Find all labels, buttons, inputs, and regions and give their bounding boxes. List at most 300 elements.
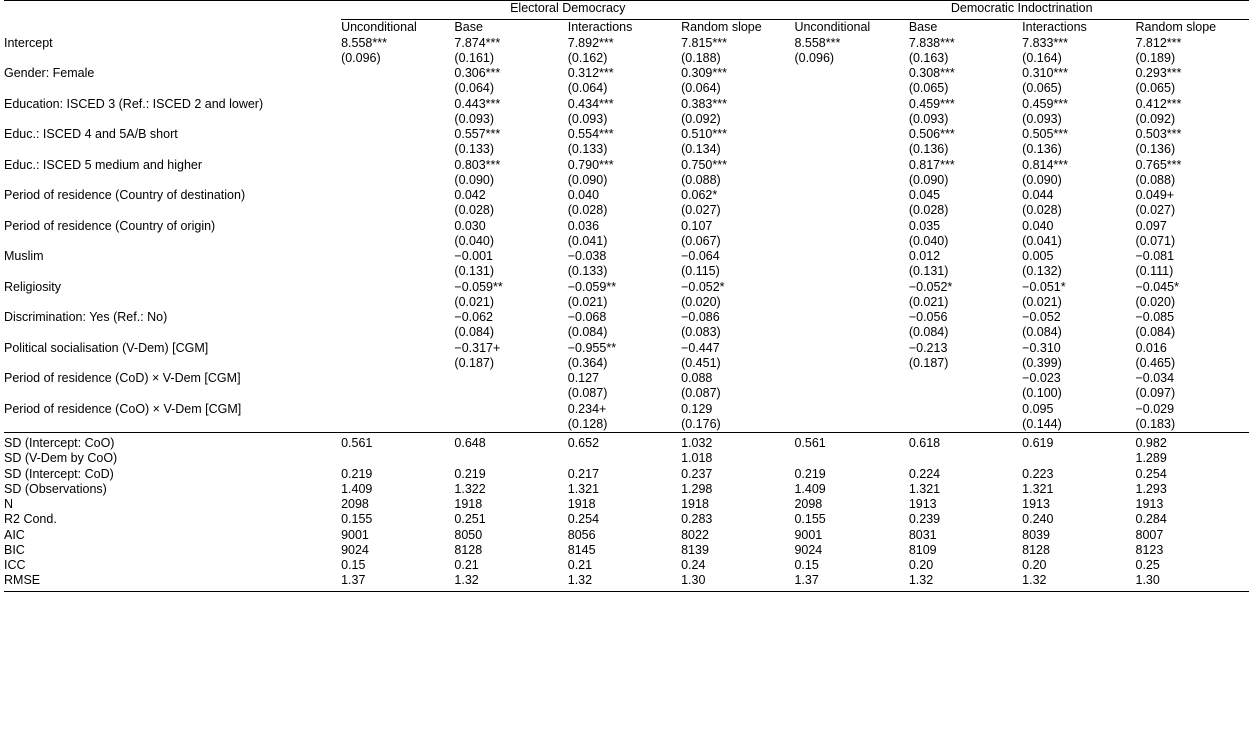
row-label: Period of residence (CoD) × V-Dem [CGM]: [4, 371, 241, 385]
table-stat-row: [4, 482, 1249, 497]
stat-label: SD (Intercept: CoO): [4, 433, 341, 452]
coefficient-cell: 8.558***: [341, 35, 387, 50]
standard-error-cell: [794, 295, 908, 310]
stat-value-cell: 0.240: [1022, 512, 1054, 527]
coefficient-cell: [794, 371, 908, 386]
standard-error-cell: (0.451): [681, 355, 721, 370]
coefficient-cell: 7.815***: [681, 35, 727, 50]
coefficient-cell: [794, 249, 908, 264]
coefficient-cell: [341, 280, 454, 295]
coefficient-cell: 0.088: [681, 371, 713, 385]
stat-value-cell: [454, 451, 567, 466]
standard-error-cell: (0.020): [681, 294, 721, 309]
standard-error-cell: (0.087): [567, 386, 608, 401]
standard-error-cell: (0.111): [1135, 264, 1174, 279]
standard-error-cell: (0.136): [908, 142, 949, 157]
coefficient-cell: 0.750***: [681, 157, 727, 172]
stat-value-cell: 9024: [341, 542, 369, 557]
table-row-se: [4, 295, 1249, 310]
row-label: Muslim: [4, 249, 44, 263]
coefficient-cell: 0.040: [1022, 218, 1054, 233]
stat-label: RMSE: [4, 573, 41, 588]
coefficient-cell: −0.023: [1022, 371, 1061, 385]
coefficient-cell: −0.213: [908, 340, 948, 355]
coefficient-cell: 8.558***: [794, 35, 841, 50]
stat-label: BIC: [4, 542, 25, 557]
standard-error-cell: [341, 234, 454, 249]
table-row-se: [4, 356, 1249, 371]
standard-error-cell: [454, 386, 567, 401]
standard-error-cell: (0.115): [681, 264, 720, 279]
coefficient-cell: [794, 127, 908, 142]
stat-value-cell: 0.155: [341, 512, 373, 527]
standard-error-cell: (0.064): [681, 81, 721, 96]
standard-error-cell: (0.021): [567, 294, 608, 309]
standard-error-cell: [341, 112, 454, 127]
standard-error-cell: [794, 173, 908, 188]
table-stat-row: [4, 497, 1249, 512]
standard-error-cell: (0.090): [1022, 172, 1062, 187]
standard-error-cell: (0.088): [681, 172, 721, 187]
coefficient-cell: 0.459***: [1022, 96, 1069, 111]
stat-label: N: [4, 497, 14, 511]
coefficient-cell: [341, 310, 454, 325]
row-label-se: [4, 234, 341, 249]
standard-error-cell: [341, 417, 454, 433]
coefficient-cell: 0.045: [908, 188, 941, 202]
bottom-rule-cell: [1022, 589, 1135, 592]
coefficient-cell: −0.052: [1022, 310, 1061, 324]
standard-error-cell: [341, 81, 454, 96]
row-label: Educ.: ISCED 4 and 5A/B short: [4, 127, 178, 141]
standard-error-cell: (0.176): [681, 416, 721, 431]
standard-error-cell: [794, 234, 908, 249]
table-row: [4, 219, 1249, 234]
coefficient-cell: −0.447: [681, 340, 720, 355]
stat-value-cell: 0.618: [909, 433, 1022, 452]
standard-error-cell: (0.188): [681, 50, 721, 65]
coefficient-cell: −0.310: [1022, 340, 1061, 355]
column-header-2: Base: [454, 20, 483, 35]
standard-error-cell: (0.092): [681, 111, 721, 126]
stat-value-cell: 0.982: [1136, 433, 1250, 452]
table-row: [4, 310, 1249, 325]
coefficient-cell: 0.459***: [908, 96, 955, 111]
standard-error-cell: [341, 295, 454, 310]
stat-value-cell: 9001: [794, 527, 823, 542]
standard-error-cell: (0.093): [454, 111, 495, 126]
table-row-se: [4, 203, 1249, 218]
stat-label: SD (Observations): [4, 481, 107, 496]
stat-value-cell: 0.251: [454, 512, 486, 527]
stat-value-cell: 0.155: [794, 512, 826, 527]
coefficient-cell: 7.874***: [454, 35, 501, 50]
standard-error-cell: [794, 112, 908, 127]
row-label-se: [4, 51, 341, 66]
stat-value-cell: 1.37: [341, 573, 366, 588]
stat-value-cell: 8050: [454, 527, 483, 542]
stat-value-cell: 8109: [908, 542, 937, 557]
coefficient-cell: −0.051*: [1022, 279, 1066, 294]
coefficient-cell: −0.085: [1135, 310, 1175, 324]
table-row-se: [4, 142, 1249, 157]
standard-error-cell: (0.162): [567, 50, 608, 65]
column-header-blank: [4, 20, 341, 35]
row-label-se: [4, 386, 341, 401]
coefficient-cell: [341, 158, 454, 173]
coefficient-cell: −0.068: [567, 310, 607, 324]
coefficient-cell: 0.814***: [1022, 157, 1069, 172]
stat-value-cell: 1.032: [681, 433, 794, 452]
row-label: Education: ISCED 3 (Ref.: ISCED 2 and lower): [4, 96, 264, 111]
stat-value-cell: 0.254: [1135, 466, 1167, 481]
stat-value-cell: 8031: [908, 527, 937, 542]
stat-value-cell: 8128: [454, 542, 483, 557]
standard-error-cell: [341, 264, 454, 279]
coefficient-cell: 0.557***: [454, 127, 501, 141]
stat-value-cell: 0.219: [794, 466, 826, 481]
standard-error-cell: [909, 386, 1022, 401]
stat-value-cell: 1.298: [681, 481, 713, 496]
row-label: Gender: Female: [4, 66, 95, 80]
coefficient-cell: −0.317+: [454, 340, 501, 355]
column-header-3: Interactions: [567, 20, 633, 35]
standard-error-cell: (0.399): [1022, 355, 1062, 370]
standard-error-cell: (0.028): [567, 203, 608, 218]
table-stat-row: [4, 543, 1249, 558]
coefficient-cell: 0.040: [567, 188, 600, 202]
stat-value-cell: 0.237: [681, 466, 713, 481]
stat-value-cell: 8145: [567, 542, 596, 557]
row-label: Educ.: ISCED 5 medium and higher: [4, 157, 203, 172]
table-row: [4, 158, 1249, 173]
table-row: [4, 249, 1249, 264]
coefficient-cell: −0.034: [1135, 371, 1175, 385]
coefficient-cell: 0.309***: [681, 66, 727, 80]
coefficient-cell: [794, 66, 908, 81]
stat-value-cell: 0.20: [908, 558, 934, 572]
coefficient-cell: 0.005: [1022, 249, 1054, 263]
column-header-1: Unconditional: [341, 20, 417, 35]
stat-value-cell: 0.619: [1022, 433, 1135, 452]
standard-error-cell: (0.065): [1135, 81, 1176, 96]
stat-value-cell: 0.223: [1022, 466, 1054, 481]
standard-error-cell: (0.027): [1135, 203, 1176, 218]
row-label-se: [4, 112, 341, 127]
bottom-rule-cell: [454, 589, 567, 592]
stat-value-cell: 1.30: [1135, 573, 1160, 588]
standard-error-cell: [794, 264, 908, 279]
stat-label: R2 Cond.: [4, 512, 57, 527]
coefficient-cell: [794, 402, 908, 417]
standard-error-cell: (0.131): [454, 264, 495, 279]
standard-error-cell: (0.364): [567, 355, 608, 370]
table-row-se: [4, 234, 1249, 249]
table-bottom-rule: [4, 589, 1249, 592]
table-row-se: [4, 173, 1249, 188]
stat-value-cell: 0.254: [567, 512, 600, 527]
row-label: Period of residence (Country of origin): [4, 218, 216, 233]
row-label: Religiosity: [4, 279, 61, 294]
stat-value-cell: 0.219: [454, 466, 486, 481]
coefficient-cell: 0.554***: [567, 127, 614, 141]
coefficient-cell: 0.035: [908, 218, 941, 233]
coefficient-cell: −0.081: [1135, 249, 1175, 263]
table-column-header-row: [4, 20, 1249, 35]
coefficient-cell: 7.892***: [567, 35, 614, 50]
standard-error-cell: [341, 325, 454, 340]
coefficient-cell: 0.765***: [1135, 157, 1182, 172]
table-stat-row: [4, 573, 1249, 588]
coefficient-cell: [341, 371, 454, 386]
stat-value-cell: 1.289: [1135, 451, 1167, 466]
coefficient-cell: 0.503***: [1135, 127, 1182, 141]
standard-error-cell: (0.040): [908, 233, 949, 248]
standard-error-cell: (0.164): [1022, 50, 1062, 65]
table-row-se: [4, 264, 1249, 279]
coefficient-cell: 0.293***: [1135, 66, 1182, 80]
standard-error-cell: (0.065): [1022, 81, 1062, 96]
standard-error-cell: (0.132): [1022, 264, 1062, 279]
coefficient-cell: [341, 249, 454, 264]
standard-error-cell: (0.065): [908, 81, 949, 96]
standard-error-cell: (0.040): [454, 233, 495, 248]
stat-value-cell: 8139: [681, 542, 709, 557]
standard-error-cell: (0.064): [567, 81, 608, 96]
stat-value-cell: 1.409: [794, 481, 826, 496]
table-stat-row: [4, 467, 1249, 482]
coefficient-cell: −0.955**: [567, 340, 617, 355]
stat-value-cell: 0.239: [908, 512, 941, 527]
stat-value-cell: 0.219: [341, 466, 373, 481]
coefficient-cell: 0.234+: [567, 401, 607, 416]
standard-error-cell: [341, 356, 454, 371]
standard-error-cell: [794, 142, 908, 157]
standard-error-cell: (0.093): [908, 111, 949, 126]
stat-value-cell: 0.648: [454, 433, 567, 452]
coefficient-cell: 0.308***: [908, 66, 955, 80]
stat-value-cell: [341, 451, 454, 466]
standard-error-cell: (0.028): [1022, 203, 1062, 218]
coefficient-cell: [341, 219, 454, 234]
coefficient-cell: 0.434***: [567, 96, 614, 111]
stat-value-cell: 1.321: [1022, 481, 1054, 496]
table-row-se: [4, 112, 1249, 127]
coefficient-cell: [909, 371, 1022, 386]
stat-value-cell: 8128: [1022, 542, 1050, 557]
standard-error-cell: (0.088): [1135, 172, 1176, 187]
coefficient-cell: 0.107: [681, 218, 713, 233]
coefficient-cell: [794, 280, 908, 295]
stat-value-cell: 0.24: [681, 558, 706, 572]
standard-error-cell: (0.093): [1022, 111, 1062, 126]
stat-value-cell: 0.21: [567, 558, 593, 572]
coefficient-cell: 0.510***: [681, 127, 727, 141]
table-row: [4, 371, 1249, 386]
standard-error-cell: [341, 203, 454, 218]
stat-value-cell: 0.224: [908, 466, 941, 481]
standard-error-cell: [909, 417, 1022, 433]
standard-error-cell: [794, 325, 908, 340]
standard-error-cell: (0.465): [1135, 355, 1176, 370]
coefficient-cell: 0.803***: [454, 157, 501, 172]
stat-value-cell: 1.018: [681, 451, 713, 466]
stat-value-cell: 1.322: [454, 481, 486, 496]
standard-error-cell: (0.136): [1022, 142, 1062, 157]
bottom-rule-cell: [4, 589, 341, 592]
coefficient-cell: 0.016: [1135, 340, 1167, 355]
stat-label: SD (Intercept: CoD): [4, 466, 114, 481]
coefficient-cell: −0.064: [681, 249, 720, 263]
standard-error-cell: (0.084): [567, 325, 608, 340]
stat-value-cell: 0.284: [1135, 512, 1167, 527]
standard-error-cell: (0.090): [908, 172, 949, 187]
table-row: [4, 36, 1249, 51]
table-stat-row: [4, 558, 1249, 573]
standard-error-cell: [794, 417, 908, 433]
coefficient-cell: 7.833***: [1022, 35, 1069, 50]
column-header-6: Base: [908, 20, 938, 35]
coefficient-cell: 0.383***: [681, 96, 727, 111]
stat-value-cell: 0.217: [567, 466, 600, 481]
stat-value-cell: [1022, 451, 1135, 466]
group-header-label: Electoral Democracy: [341, 1, 794, 20]
coefficient-cell: [341, 127, 454, 142]
row-label: Period of residence (CoO) × V-Dem [CGM]: [4, 401, 242, 416]
standard-error-cell: (0.090): [567, 172, 608, 187]
table-stat-row: [4, 512, 1249, 527]
standard-error-cell: (0.096): [794, 50, 835, 65]
column-header-7: Interactions: [1022, 20, 1087, 35]
coefficient-cell: 0.042: [454, 188, 486, 202]
stat-value-cell: 1.321: [567, 481, 600, 496]
table-row-se: [4, 81, 1249, 96]
standard-error-cell: (0.021): [454, 294, 495, 309]
coefficient-cell: −0.086: [681, 310, 720, 324]
standard-error-cell: [794, 203, 908, 218]
coefficient-cell: 0.443***: [454, 96, 501, 111]
bottom-rule-cell: [1136, 589, 1250, 592]
standard-error-cell: (0.161): [454, 50, 495, 65]
standard-error-cell: (0.071): [1135, 233, 1176, 248]
coefficient-cell: 7.838***: [908, 35, 955, 50]
coefficient-cell: −0.062: [454, 310, 493, 324]
coefficient-cell: 0.817***: [908, 157, 955, 172]
group-header-1: [341, 1, 794, 21]
coefficient-cell: 0.012: [908, 249, 941, 263]
stat-value-cell: 1.32: [567, 573, 593, 588]
coefficient-cell: 0.312***: [567, 66, 614, 80]
coefficient-cell: [794, 158, 908, 173]
standard-error-cell: (0.021): [908, 294, 949, 309]
standard-error-cell: (0.133): [567, 142, 608, 157]
standard-error-cell: (0.084): [1135, 325, 1176, 340]
table-row-se: [4, 51, 1249, 66]
bottom-rule-cell: [568, 589, 681, 592]
standard-error-cell: (0.100): [1022, 386, 1062, 401]
standard-error-cell: (0.163): [908, 50, 949, 65]
stat-value-cell: 0.561: [341, 433, 454, 452]
coefficient-cell: 0.412***: [1135, 96, 1182, 111]
standard-error-cell: (0.133): [567, 264, 608, 279]
coefficient-cell: 0.036: [567, 218, 600, 233]
row-label: Intercept: [4, 35, 53, 50]
table-stat-row: [4, 451, 1249, 466]
standard-error-cell: (0.133): [454, 142, 495, 157]
coefficient-cell: 0.095: [1022, 401, 1054, 416]
row-label: Period of residence (Country of destination): [4, 188, 246, 202]
stat-label: SD (V-Dem by CoO): [4, 451, 118, 466]
standard-error-cell: (0.084): [1022, 325, 1062, 340]
row-label-se: [4, 264, 341, 279]
row-label-se: [4, 295, 341, 310]
row-label-se: [4, 417, 341, 433]
coefficient-cell: 0.049+: [1135, 188, 1175, 202]
coefficient-cell: 0.310***: [1022, 66, 1069, 80]
standard-error-cell: (0.087): [681, 386, 721, 401]
group-header-label: Democratic Indoctrination: [794, 1, 1249, 20]
stat-value-cell: 1.32: [454, 573, 479, 588]
table-row-se: [4, 325, 1249, 340]
table-stat-row: [4, 528, 1249, 543]
standard-error-cell: (0.041): [567, 233, 608, 248]
stat-value-cell: 0.283: [681, 512, 713, 527]
group-header-blank: [4, 1, 341, 21]
stat-value-cell: 2098: [341, 497, 369, 511]
standard-error-cell: (0.027): [681, 203, 721, 218]
row-label-se: [4, 81, 341, 96]
standard-error-cell: (0.096): [341, 50, 381, 65]
stat-label: ICC: [4, 558, 26, 572]
coefficient-cell: −0.052*: [681, 279, 725, 294]
coefficient-cell: 0.506***: [908, 127, 955, 141]
coefficient-cell: −0.045*: [1135, 279, 1179, 294]
stat-value-cell: 0.15: [794, 558, 819, 572]
stat-value-cell: 1.409: [341, 481, 373, 496]
stat-value-cell: 1913: [1135, 497, 1164, 511]
standard-error-cell: (0.144): [1022, 416, 1062, 431]
standard-error-cell: [341, 386, 454, 401]
coefficient-cell: [794, 219, 908, 234]
stat-value-cell: 0.21: [454, 558, 479, 572]
coefficient-cell: 0.129: [681, 401, 713, 416]
coefficient-cell: −0.056: [908, 310, 948, 324]
stat-value-cell: 8056: [567, 527, 596, 542]
coefficient-cell: −0.059**: [454, 279, 503, 294]
standard-error-cell: (0.092): [1135, 111, 1176, 126]
table-row: [4, 341, 1249, 356]
coefficient-cell: [794, 188, 908, 203]
stat-value-cell: [794, 451, 908, 466]
stat-value-cell: 9024: [794, 542, 823, 557]
coefficient-cell: [341, 341, 454, 356]
stat-value-cell: 0.15: [341, 558, 366, 572]
coefficient-cell: −0.029: [1135, 401, 1175, 416]
coefficient-cell: 0.097: [1135, 218, 1167, 233]
table-row: [4, 127, 1249, 142]
stat-value-cell: 1913: [1022, 497, 1050, 511]
coefficient-cell: [794, 97, 908, 112]
standard-error-cell: (0.090): [454, 172, 495, 187]
stat-value-cell: 8039: [1022, 527, 1050, 542]
bottom-rule-cell: [681, 589, 794, 592]
standard-error-cell: [794, 386, 908, 401]
coefficient-cell: [341, 66, 454, 81]
table-row: [4, 402, 1249, 417]
bottom-rule-cell: [341, 589, 454, 592]
standard-error-cell: (0.028): [454, 203, 495, 218]
stat-value-cell: 1.30: [681, 573, 706, 588]
